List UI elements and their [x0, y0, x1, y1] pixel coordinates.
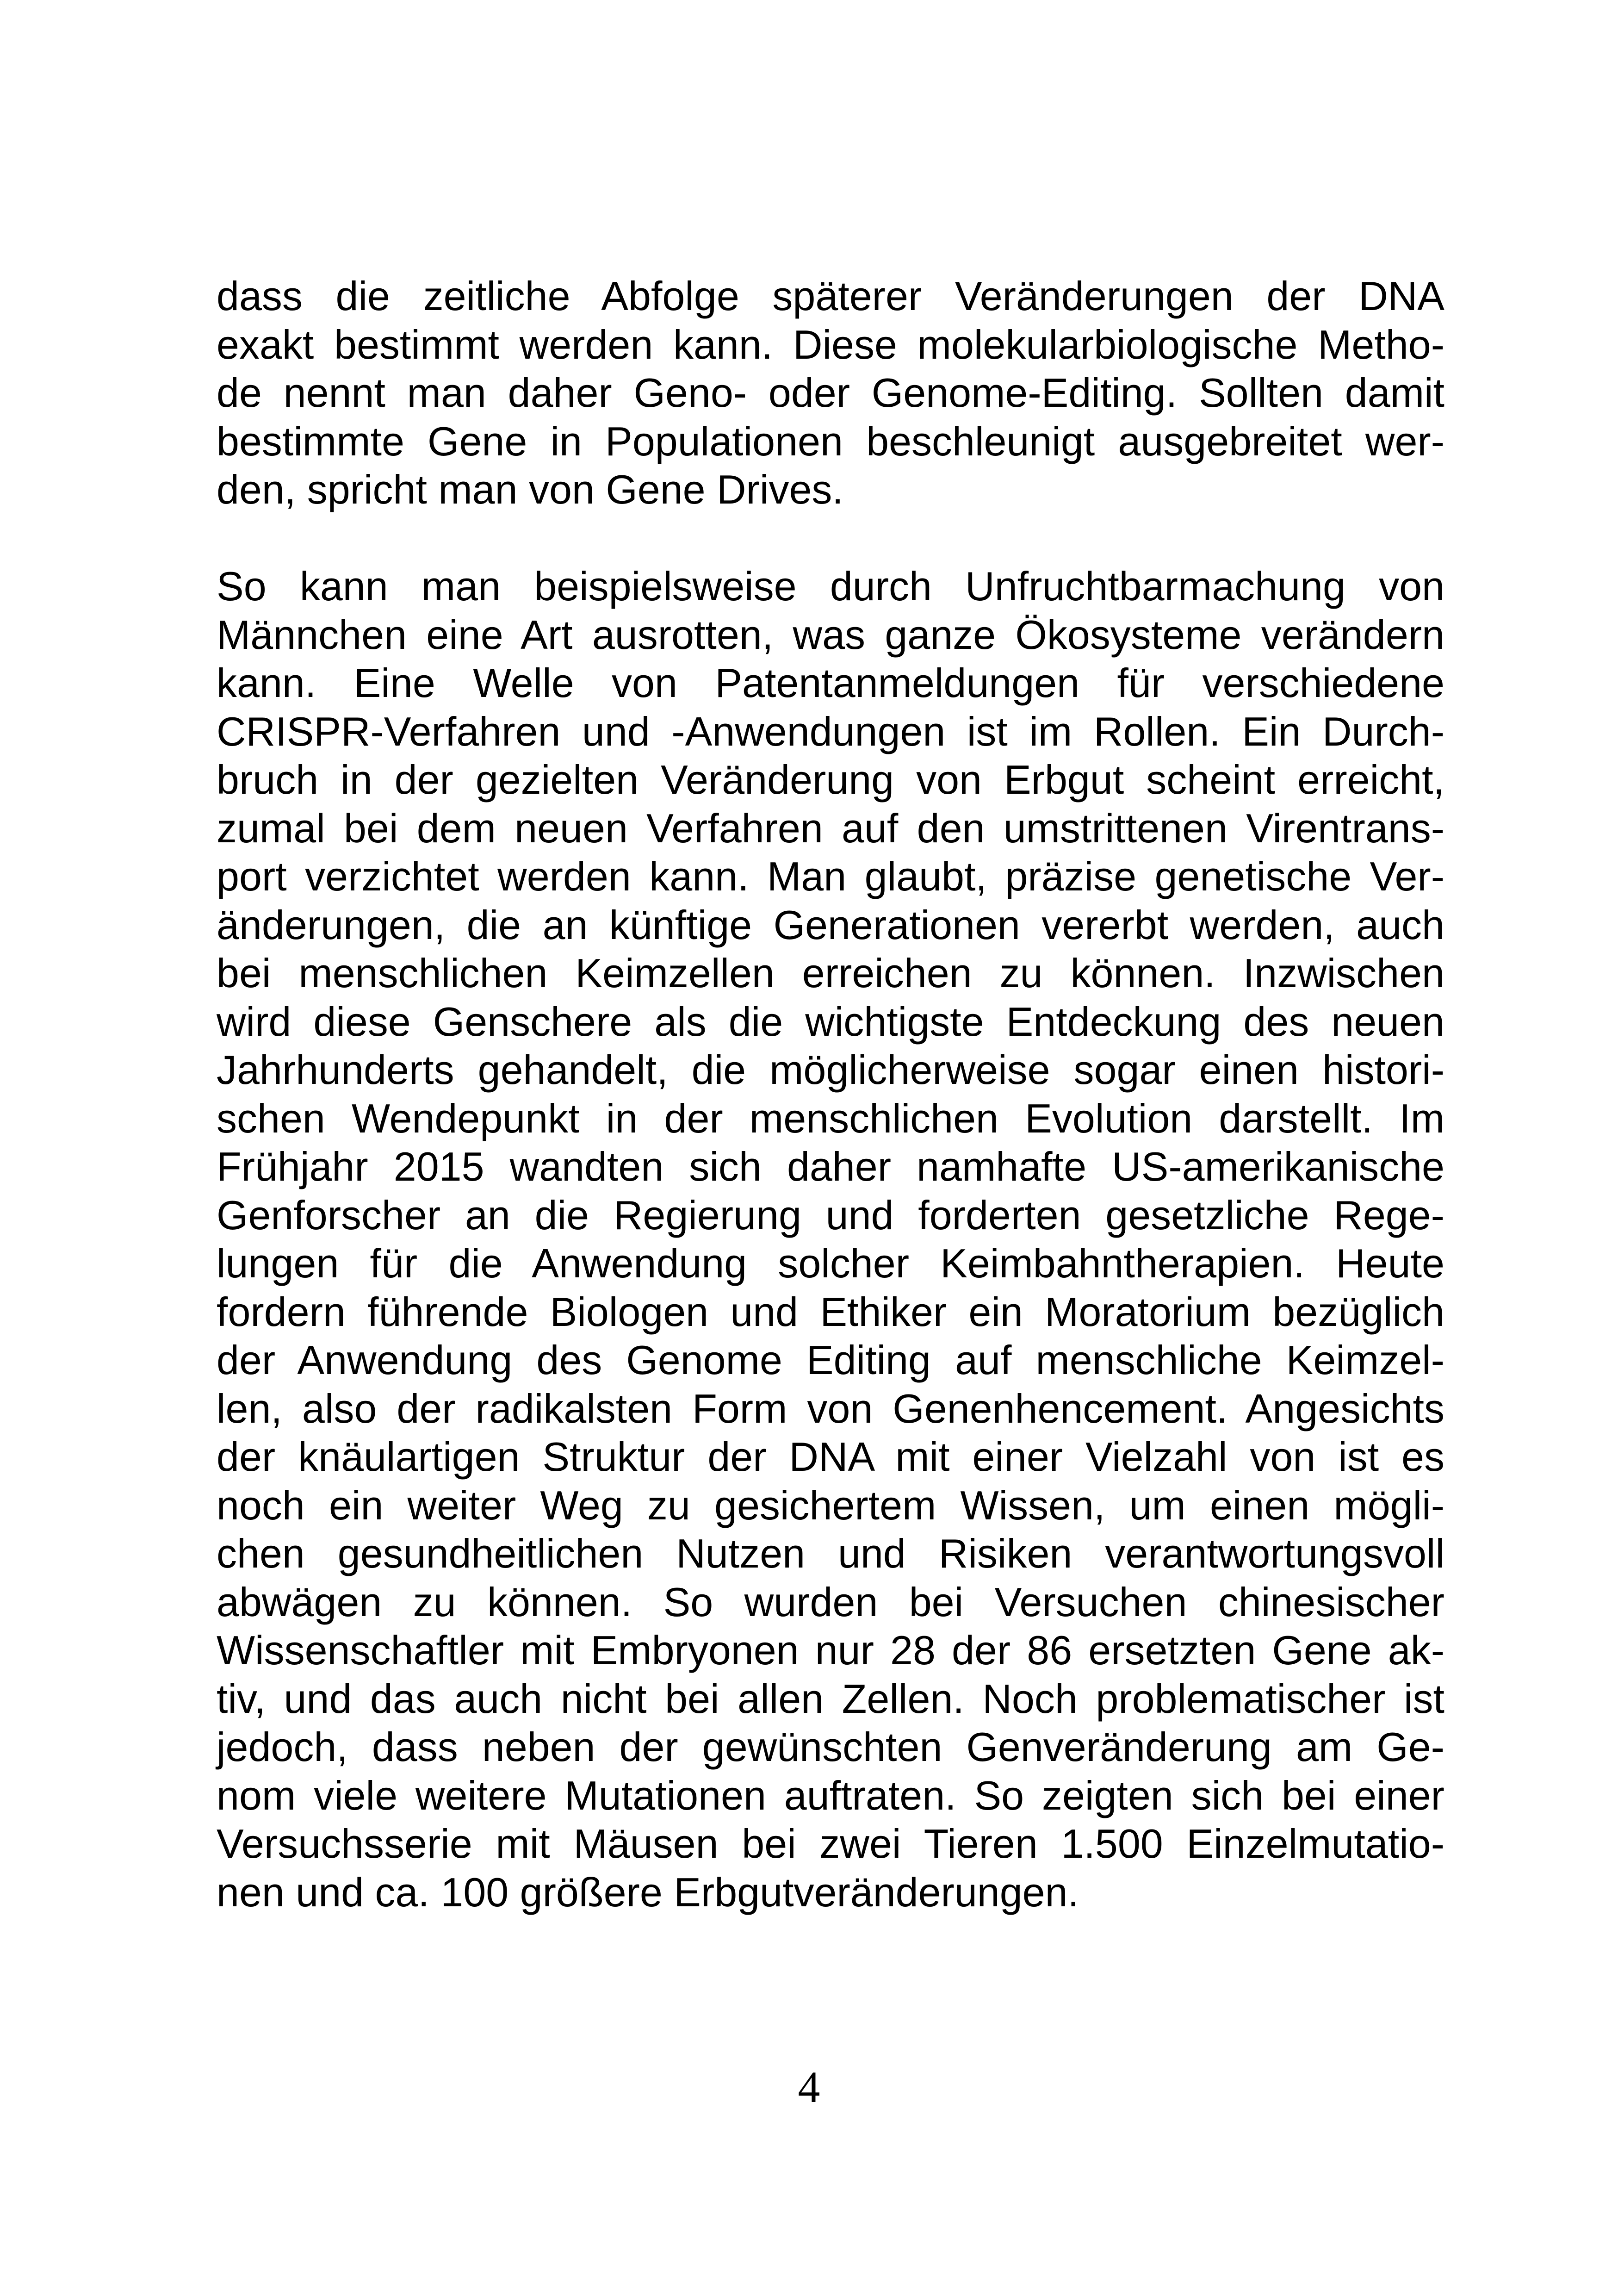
text-line: kann. Eine Welle von Patentanmeldungen für verschiedene [217, 660, 1444, 706]
text-line: noch ein weiter Weg zu gesichertem Wissen, um einen mögli- [217, 1482, 1444, 1528]
text-line: dass die zeitliche Abfolge späterer Veränderungen der DNA [217, 273, 1444, 319]
text-line: nom viele weitere Mutationen auftraten. So zeigten sich bei einer [217, 1772, 1444, 1818]
text-line: Genforscher an die Regierung und forderten gesetzliche Rege- [217, 1192, 1444, 1238]
text-line: der knäulartigen Struktur der DNA mit einer Vielzahl von ist es [217, 1434, 1444, 1480]
text-line: exakt bestimmt werden kann. Diese molekularbiologische Metho- [217, 321, 1444, 367]
text-line: der Anwendung des Genome Editing auf menschliche Keimzel- [217, 1337, 1444, 1383]
text-line: port verzichtet werden kann. Man glaubt, präzise genetische Ver- [217, 853, 1444, 899]
text-line: bei menschlichen Keimzellen erreichen zu können. Inzwischen [217, 950, 1444, 996]
page-number: 4 [798, 2062, 820, 2112]
text-line: chen gesundheitlichen Nutzen und Risiken verantwortungsvoll [217, 1531, 1444, 1576]
text-line: fordern führende Biologen und Ethiker ein Moratorium bezüglich [217, 1288, 1444, 1335]
text-line: Frühjahr 2015 wandten sich daher namhafte US-amerikanische [217, 1144, 1444, 1189]
text-line: So kann man beispielsweise durch Unfruchtbarmachung von [217, 563, 1444, 609]
text-line: wird diese Genschere als die wichtigste Entdeckung des neuen [217, 998, 1444, 1045]
text-line: den, spricht man von Gene Drives. [217, 467, 843, 512]
body-text [217, 272, 1444, 1916]
paragraph-2 [217, 562, 1444, 1916]
text-line: Wissenschaftler mit Embryonen nur 28 der 86 ersetzten Gene ak- [217, 1627, 1444, 1673]
text-line: Jahrhunderts gehandelt, die möglicherweise sogar einen histori- [217, 1047, 1444, 1093]
text-line: zumal bei dem neuen Verfahren auf den umstrittenen Virentrans- [217, 805, 1444, 851]
text-line: len, also der radikalsten Form von Genenhencement. Angesichts [217, 1385, 1444, 1431]
text-line: bestimmte Gene in Populationen beschleunigt ausgebreitet wer- [217, 418, 1444, 464]
text-line: lungen für die Anwendung solcher Keimbahntherapien. Heute [217, 1240, 1444, 1286]
text-line: bruch in der gezielten Veränderung von Erbgut scheint erreicht, [217, 757, 1444, 803]
text-line: jedoch, dass neben der gewünschten Genveränderung am Ge- [217, 1724, 1444, 1770]
text-line: Versuchsserie mit Mäusen bei zwei Tieren 1.500 Einzelmutatio- [217, 1821, 1444, 1867]
text-line: schen Wendepunkt in der menschlichen Evolution darstellt. Im [217, 1095, 1444, 1141]
text-line: CRISPR-Verfahren und -Anwendungen ist im Rollen. Ein Durch- [217, 708, 1444, 754]
text-line: abwägen zu können. So wurden bei Versuchen chinesischer [217, 1579, 1444, 1625]
paragraph-1 [217, 272, 1444, 514]
paragraph-gap [217, 514, 1444, 563]
text-line: de nennt man daher Geno- oder Genome-Editing. Sollten damit [217, 370, 1444, 416]
text-line: Männchen eine Art ausrotten, was ganze Ökosysteme verändern [217, 611, 1444, 658]
text-line: nen und ca. 100 größere Erbgutveränderungen. [217, 1869, 1079, 1915]
text-line: tiv, und das auch nicht bei allen Zellen. Noch problematischer ist [217, 1675, 1444, 1722]
text-line: änderungen, die an künftige Generationen vererbt werden, auch [217, 902, 1444, 948]
